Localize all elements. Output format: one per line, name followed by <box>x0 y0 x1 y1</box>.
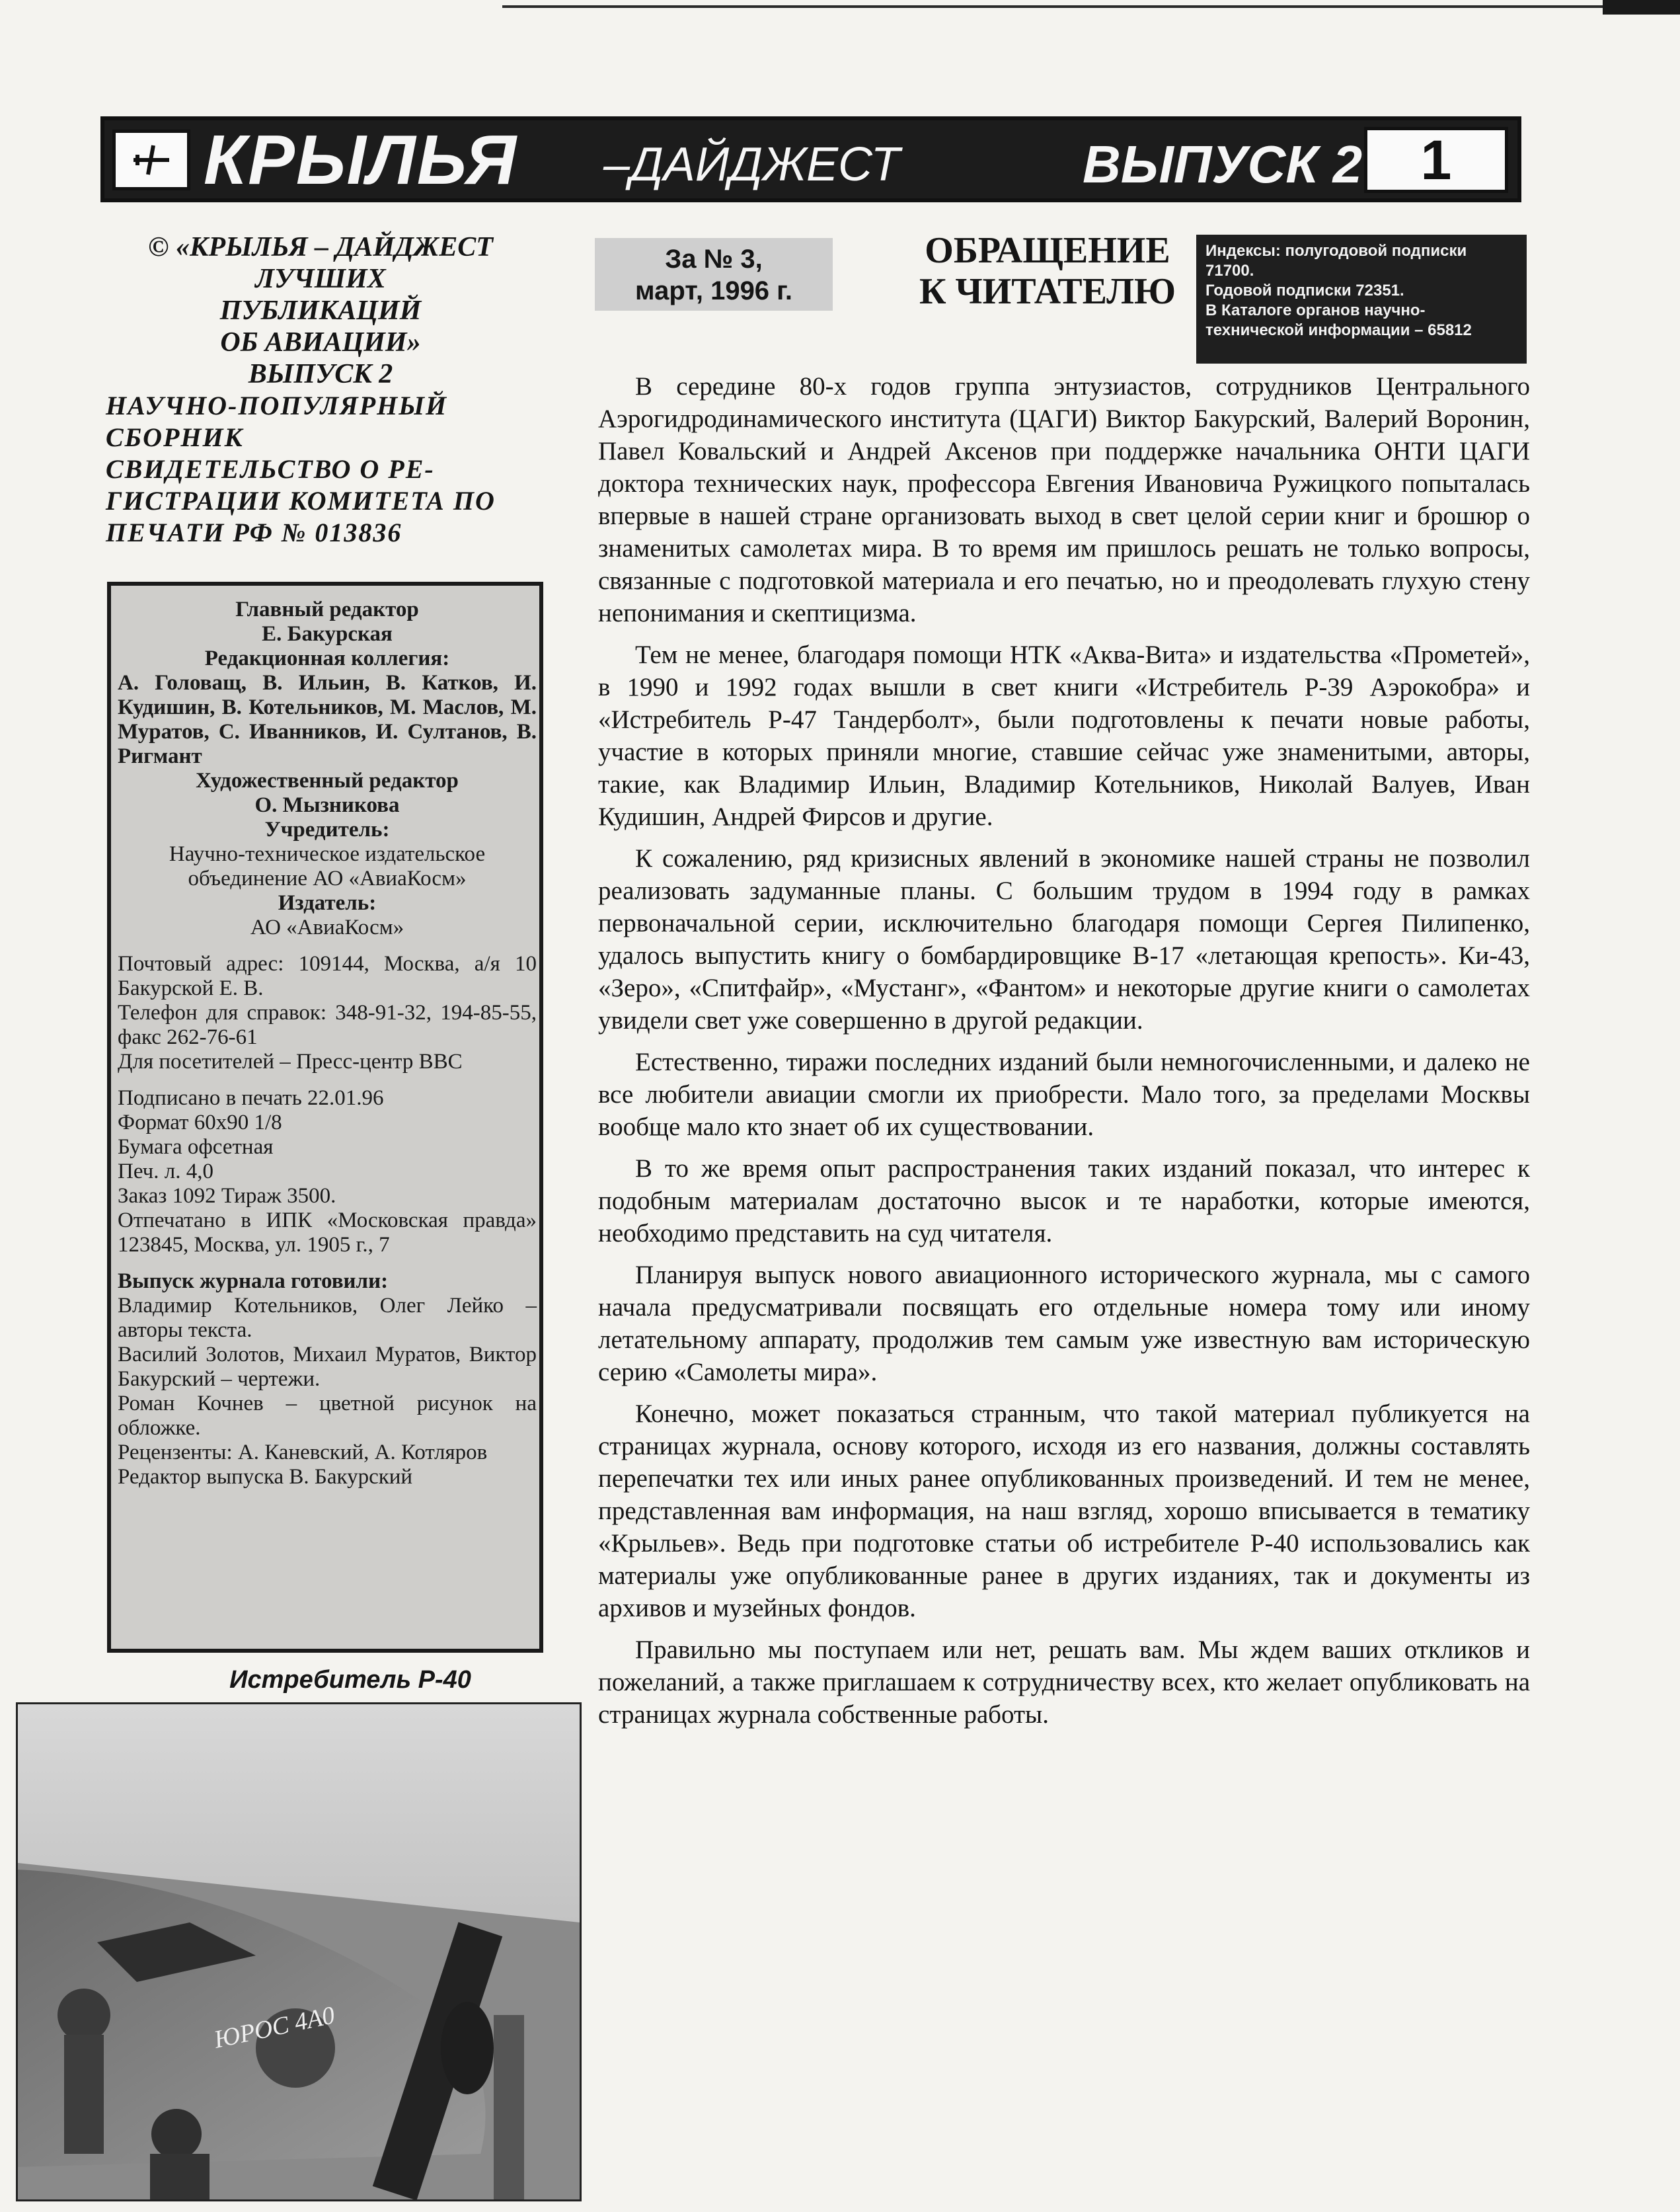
publisher: АО «АвиаКосм» <box>250 916 404 939</box>
subscription-index-box <box>1196 235 1527 364</box>
article-title-line: К ЧИТАТЕЛЮ <box>919 271 1176 312</box>
article-paragraph: В то же время опыт распространения таких изданий показал, что интерес к подобным материалам достаточно высок и те наработки, которые имеются, необходимо представить на суд читателя. <box>598 1154 1530 1247</box>
print-line: Бумага офсетная <box>118 1135 274 1159</box>
masthead-line: НАУЧНО-ПОПУЛЯРНЫЙ <box>106 391 448 420</box>
postal-address: Почтовый адрес: 109144, Москва, а/я 10 Бакурской Е. В. <box>118 952 537 1000</box>
authors: Владимир Котельников, Олег Лейко – авторы текста. <box>118 1294 537 1342</box>
founder: Научно-техническое издательское объединение АО «АвиаКосм» <box>169 842 486 890</box>
masthead-line: ПУБЛИКАЦИЙ <box>219 296 422 326</box>
art-editor: О. Мызникова <box>254 793 400 817</box>
index-line: В Каталоге органов научно-технической информации – 65812 <box>1205 301 1472 339</box>
article-title-line: ОБРАЩЕНИЕ <box>925 230 1170 271</box>
masthead-line: ГИСТРАЦИИ КОМИТЕТА ПО <box>106 486 496 516</box>
top-rule-end <box>1603 0 1680 15</box>
board-label: Редакционная коллегия: <box>204 647 450 670</box>
plane-icon <box>128 140 174 180</box>
article-paragraph: Правильно мы поступаем или нет, решать вам. Мы ждем ваших откликов и пожеланий, а также приглашаем к сотрудничеству всех, кто желает опубликовать на страницах журнала собственные работы. <box>598 1636 1530 1729</box>
article-paragraph: Планируя выпуск нового авиационного исторического журнала, мы с самого начала предусматривали посвящать его отдельные номера тому или иному летательному аппарату, продолжив тем самым уже известную вам историческую серию «Самолеты мира». <box>598 1261 1530 1386</box>
magazine-subtitle: –ДАЙДЖЕСТ <box>603 138 900 191</box>
printed-at: Отпечатано в ИПК «Московская правда» 123845, Москва, ул. 1905 г., 7 <box>118 1208 537 1257</box>
top-rule <box>502 5 1680 8</box>
issue-tag-date: март, 1996 г. <box>635 276 792 305</box>
masthead <box>106 231 535 549</box>
masthead-line: ПЕЧАТИ РФ № 013836 <box>106 518 402 547</box>
issue-tag <box>595 238 833 311</box>
masthead-line: © «КРЫЛЬЯ – ДАЙДЖЕСТ <box>148 232 493 262</box>
article-paragraph: Естественно, тиражи последних изданий были немногочисленными, и далеко не все любители авиации смогли их приобрести. Мало того, за пределами Москвы вообще мало кто знает об их существовании. <box>598 1048 1530 1141</box>
article-paragraph: К сожалению, ряд кризисных явлений в экономике нашей страны не позволил реализовать задуманные планы. С большим трудом в 1994 году в рамках первоначальной серии, исключительно благодаря помощи Сергея Пилипенко, удалось выпустить книгу о бомбардировщике В-17 «летающая крепость». Ки-43, «Зеро», «Спитфайр», «Мустанг», «Фантом» и некоторые другие книги о самолетах увидели свет уже совершенно в другой редакции. <box>598 844 1530 1035</box>
article-paragraph: Конечно, может показаться странным, что такой материал публикуется на страницах журнала, основу которого, исходя из его названия, должны составлять перепечатки тех или иных ранее опубликованных произведений. И тем не менее, представленная вам информация, на наш взгляд, хорошо вписывается в тематику «Крыльев». Ведь при подготовке статьи об истребителе Р-40 использовались как материалы уже опубликованные ранее в других изданиях, так и документы из архивов и музейных фондов. <box>598 1400 1530 1622</box>
cover-art: Роман Кочнев – цветной рисунок на обложке. <box>118 1392 537 1440</box>
issue-tag-number: За № 3, <box>665 245 763 274</box>
chief-editor: Е. Бакурская <box>262 622 393 646</box>
logo <box>112 130 190 190</box>
print-line: Заказ 1092 Тираж 3500. <box>118 1184 336 1208</box>
index-line: Годовой подписки 72351. <box>1205 282 1404 299</box>
prepared-label: Выпуск журнала готовили: <box>118 1269 389 1293</box>
visitors: Для посетителей – Пресс-центр ВВС <box>118 1050 463 1074</box>
board-members: А. Головащ, В. Ильин, В. Катков, И. Кудишин, В. Котельников, М. Маслов, М. Муратов, С. Иванников, И. Султанов, В. Ригмант <box>118 671 537 768</box>
founder-label: Учредитель: <box>264 818 390 842</box>
phone: Телефон для справок: 348-91-32, 194-85-55, факс 262-76-61 <box>118 1001 537 1049</box>
art-editor-label: Художественный редактор <box>196 769 459 793</box>
article-paragraph: Тем не менее, благодаря помощи НТК «Аква-Вита» и издательства «Прометей», в 1990 и 1992 годах вышли в свет книги «Истребитель Р-39 Аэрокобра» и «Истребитель Р-47 Тандерболт», были подготовлены к печати новые работы, участие в которых приняли многие, ставшие сейчас уже знаменитыми, авторы, такие, как Владимир Ильин, Владимир Котельников, Николай Валуев, Иван Кудишин, Андрей Фирсов и другие. <box>598 641 1530 831</box>
masthead-line: СБОРНИК <box>106 422 244 452</box>
issue-editor: Редактор выпуска В. Бакурский <box>118 1465 413 1489</box>
article-body <box>598 370 1530 1740</box>
credits-box <box>107 582 543 1653</box>
masthead-line: СВИДЕТЕЛЬСТВО О РЕ- <box>106 454 435 484</box>
magazine-title: КРЫЛЬЯ <box>204 121 517 199</box>
page-number: 1 <box>1364 127 1508 193</box>
reviewers: Рецензенты: А. Каневский, А. Котляров <box>118 1441 488 1464</box>
article-paragraph: В середине 80-х годов группа энтузиастов, сотрудников Центрального Аэрогидродинамического института (ЦАГИ) Виктор Бакурский, Валерий Воронин, Павел Ковальский и Андрей Аксенов при поддержке начальника ОНТИ ЦАГИ доктора технических наук, профессора Евгения Ивановича Ружицкого попыталась впервые в нашей стране организовать выход в свет целой серии книг и брошюр о знаменитых самолетах мира. В то время им пришлось решать не только вопросы, связанные с подготовкой материала и его печатью, но и преодолевать глухую стену непонимания и скептицизма. <box>598 372 1530 627</box>
nose-inscription: ЮРОС 4А0 <box>211 2001 338 2054</box>
masthead-line: ЛУЧШИХ <box>255 264 386 294</box>
masthead-line: ВЫПУСК 2 <box>248 359 393 389</box>
drawings: Василий Золотов, Михаил Муратов, Виктор Бакурский – чертежи. <box>118 1343 537 1391</box>
aircraft-photo <box>16 1702 582 2201</box>
publisher-label: Издатель: <box>278 891 377 915</box>
article-title <box>912 230 1183 312</box>
print-line: Формат 60х90 1/8 <box>118 1111 282 1134</box>
index-line: Индексы: полугодовой подписки 71700. <box>1205 242 1467 280</box>
header-banner <box>100 116 1521 202</box>
masthead-line: ОБ АВИАЦИИ» <box>220 327 421 358</box>
issue-label: ВЫПУСК 2 <box>1083 135 1363 194</box>
photo-caption: Истребитель Р-40 <box>229 1666 471 1694</box>
print-line: Печ. л. 4,0 <box>118 1160 213 1183</box>
print-line: Подписано в печать 22.01.96 <box>118 1086 384 1110</box>
p40-photo-illustration <box>18 1704 580 2199</box>
chief-editor-label: Главный редактор <box>235 598 419 621</box>
